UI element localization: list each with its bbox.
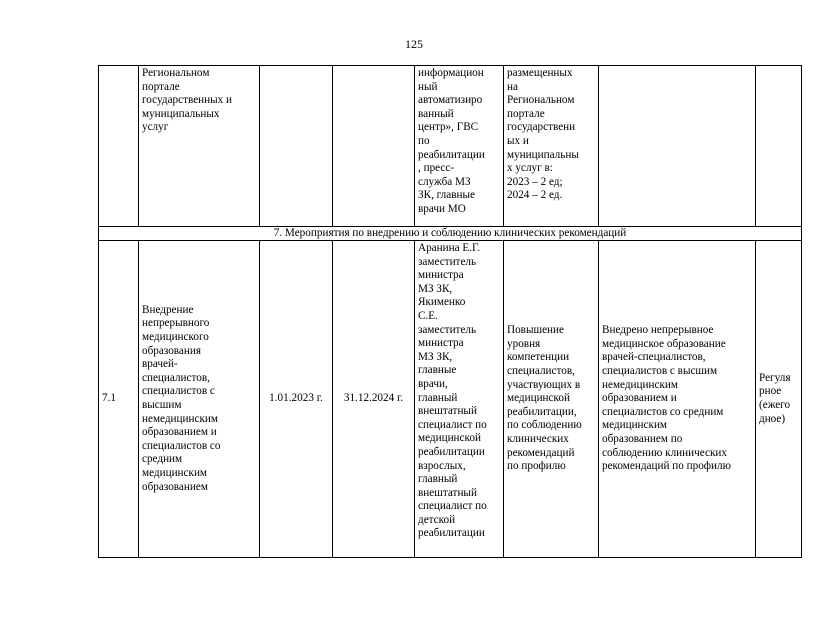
cell-result: Внедрено непрерывное медицинское образование врачей-специалистов, специалистов с высшим немедицинским образованием и специалистов со средним медицинским образованием по соблюдению клинических рекомендаций по профилю: [599, 241, 756, 558]
cell-indicator: Повышение уровня компетенции специалистов, участвующих в медицинской реабилитации, по соблюдению клинических рекомендаций по профилю: [504, 241, 599, 558]
cell-result: [599, 66, 756, 227]
section-title: 7. Мероприятия по внедрению и соблюдению клинических рекомендаций: [99, 227, 802, 241]
cell-num: 7.1: [99, 241, 139, 558]
cell-end-date: 31.12.2024 г.: [333, 241, 415, 558]
table-row: [99, 241, 802, 558]
cell-measure-name: Региональном портале государственных и муниципальных услуг: [139, 66, 260, 227]
page-number: 125: [405, 37, 423, 51]
cell-num: [99, 66, 139, 227]
section-row: [99, 227, 802, 241]
table-row: [99, 66, 802, 227]
cell-measure-name: Внедрение непрерывного медицинского образования врачей- специалистов, специалистов с высшим немедицинским образованием и специалистов со средним медицинским образованием: [139, 241, 260, 558]
cell-end-date: [333, 66, 415, 227]
cell-periodicity: Регуля рное (ежего дное): [756, 241, 802, 558]
cell-periodicity: [756, 66, 802, 227]
cell-indicator: размещенных на Региональном портале государствени ых и муниципальны х услуг в: 2023 – 2 ед; 2024 – 2 ед.: [504, 66, 599, 227]
measures-table: [98, 65, 802, 558]
cell-responsible: Аранина Е.Г. заместитель министра МЗ ЗК, Якименко С.Е. заместитель министра МЗ ЗК, главные врачи, главный внештатный специалист по медицинской реабилитации взрослых, главный внештатный специалист по детской реабилитации: [415, 241, 504, 558]
cell-start-date: 1.01.2023 г.: [260, 241, 333, 558]
cell-responsible: информацион ный автоматизиро ванный центр», ГВС по реабилитации , пресс- служба МЗ ЗК, главные врачи МО: [415, 66, 504, 227]
cell-start-date: [260, 66, 333, 227]
